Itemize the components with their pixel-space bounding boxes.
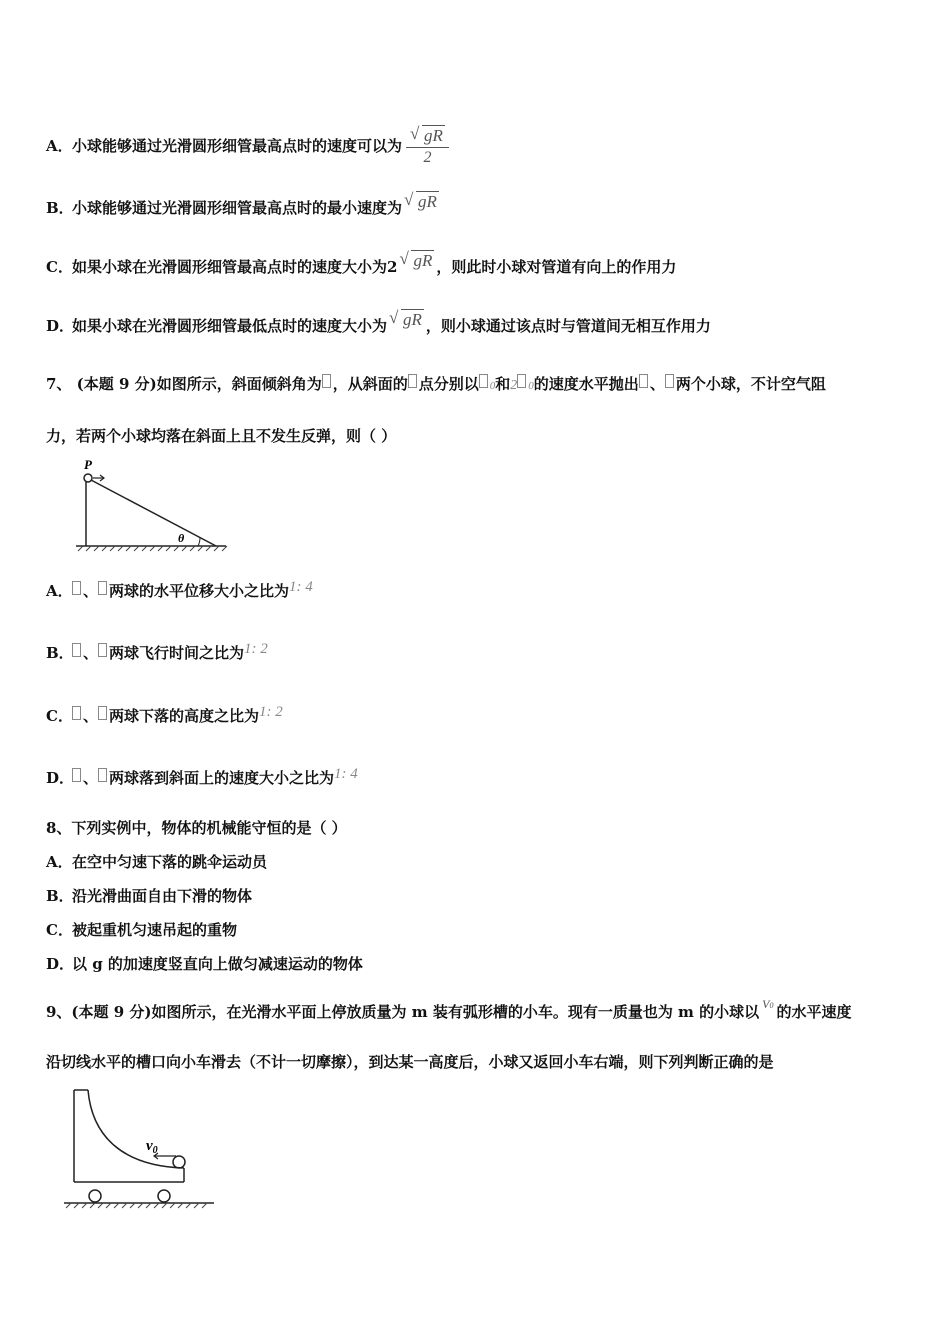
q7-option-c (46, 706, 283, 726)
separator: 、 (83, 644, 99, 662)
label-theta: θ (178, 531, 185, 545)
q7-option-d (46, 768, 358, 788)
option-text: 被起重机匀速吊起的重物 (72, 921, 238, 939)
option-text: 两球飞行时间之比为 (109, 644, 245, 662)
option-text: 在空中匀速下落的跳伞运动员 (72, 853, 268, 871)
q8-option-c (46, 920, 237, 940)
q7-option-a (46, 581, 313, 601)
option-text-tail: ，则小球通过该点时与管道间无相互作用力 (425, 317, 711, 335)
option-label: A． (46, 582, 73, 600)
incline-slope (91, 480, 216, 546)
sqrt-gr-formula: √ gR (404, 190, 437, 211)
separator: 、 (83, 707, 99, 725)
q9-stem-line2: 沿切线水平的槽口向小车滑去（不计一切摩擦），到达某一高度后，小球又返回小车右端，则下列判断正确的是 (46, 1053, 774, 1071)
sqrt-gr-over-2-formula: √ gR 2 (406, 126, 449, 168)
q7-stem-text: 的速度水平抛出 (533, 375, 639, 393)
missing-glyph-icon (639, 374, 648, 388)
q9-stem-text: 的水平速度 (776, 1003, 852, 1021)
option-label: B． (46, 199, 74, 217)
q6-option-b (46, 190, 441, 219)
separator: 、 (83, 769, 99, 787)
option-text-tail: ，则此时小球对管道有向上的作用力 (436, 258, 677, 276)
ball-icon (173, 1156, 185, 1168)
v-subscript: 0 (489, 380, 496, 392)
label-v: $v_0$ (146, 1138, 158, 1156)
missing-glyph-icon (408, 374, 417, 388)
missing-glyph-icon (322, 374, 331, 388)
q7-stem-text: ，从斜面的 (332, 375, 408, 393)
incline-figure (74, 456, 234, 554)
q8-stem: 8、下列实例中，物体的机械能守恒的是（ ） (46, 819, 347, 837)
wheel-right-icon (158, 1190, 170, 1202)
q7-stem-line2: 力，若两个小球均落在斜面上且不发生反弹，则（ ） (46, 427, 397, 445)
v-subscript: 0 (528, 380, 534, 392)
coefficient: 2 (387, 258, 398, 276)
option-text: 两球落到斜面上的速度大小之比为 (109, 769, 335, 787)
q7-stem-text: 7、 (本题 9 分)如图所示，斜面倾斜角为 (46, 375, 322, 393)
option-label: B． (46, 887, 74, 905)
v0-symbol: V0 (762, 997, 774, 1011)
sqrt-gr-formula: √ gR (389, 308, 422, 329)
q6-option-a (46, 126, 449, 168)
coefficient: 2 (510, 378, 518, 393)
ratio-value: 1: 2 (244, 641, 268, 657)
missing-glyph-icon (72, 706, 81, 720)
option-text: 小球能够通过光滑圆形细管最高点时的速度可以为 (72, 137, 403, 155)
q7-stem-text: 和 (495, 375, 511, 393)
ratio-value: 1: 4 (334, 766, 358, 782)
label-p: P (84, 457, 92, 472)
missing-glyph-icon (98, 581, 107, 595)
option-text: 如果小球在光滑圆形细管最低点时的速度大小为 (72, 317, 388, 335)
missing-glyph-icon (517, 374, 526, 388)
q9-stem-text: 9、(本题 9 分)如图所示，在光滑水平面上停放质量为 m 装有弧形槽的小车。现有一质量也为 m 的小球以 (46, 1003, 760, 1021)
separator: 、 (83, 582, 99, 600)
ratio-value: 1: 4 (289, 579, 313, 595)
option-text: 以 g 的加速度竖直向上做匀减速运动的物体 (72, 955, 363, 973)
missing-glyph-icon (665, 374, 674, 388)
option-text: 两球下落的高度之比为 (109, 707, 260, 725)
option-label: C． (46, 707, 73, 725)
q6-option-c (46, 249, 677, 278)
sqrt-gr-formula: √ gR (399, 249, 433, 270)
missing-glyph-icon (72, 643, 81, 657)
q9-stem-line1 (46, 997, 852, 1024)
missing-glyph-icon (72, 768, 81, 782)
option-label: D． (46, 955, 75, 973)
missing-glyph-icon (72, 581, 81, 595)
q8-option-a (46, 852, 267, 872)
ratio-value: 1: 2 (259, 704, 283, 720)
angle-arc (198, 538, 200, 546)
q6-option-d (46, 308, 711, 337)
q7-stem-text: 点分别以 (418, 375, 479, 393)
separator: 、 (649, 375, 665, 393)
q8-option-b (46, 886, 252, 906)
option-label: A． (46, 853, 73, 871)
option-text: 小球能够通过光滑圆形细管最高点时的最小速度为 (72, 199, 403, 217)
q7-stem-text: 两个小球，不计空气阻 (675, 375, 826, 393)
missing-glyph-icon (479, 374, 488, 388)
option-label: D． (46, 317, 75, 335)
wheel-left-icon (89, 1190, 101, 1202)
missing-glyph-icon (98, 706, 107, 720)
q8-option-d (46, 954, 363, 974)
cart-figure (62, 1086, 222, 1216)
option-text: 如果小球在光滑圆形细管最高点时的速度大小为 (72, 258, 388, 276)
option-label: D． (46, 769, 75, 787)
option-label: C． (46, 258, 73, 276)
missing-glyph-icon (98, 768, 107, 782)
missing-glyph-icon (98, 643, 107, 657)
option-text: 沿光滑曲面自由下滑的物体 (72, 887, 253, 905)
ball-icon (84, 474, 92, 482)
q7-stem-line1 (46, 374, 826, 396)
option-text: 两球的水平位移大小之比为 (109, 582, 290, 600)
option-label: C． (46, 921, 73, 939)
option-label: B． (46, 644, 74, 662)
option-label: A． (46, 137, 73, 155)
q7-option-b (46, 643, 268, 663)
